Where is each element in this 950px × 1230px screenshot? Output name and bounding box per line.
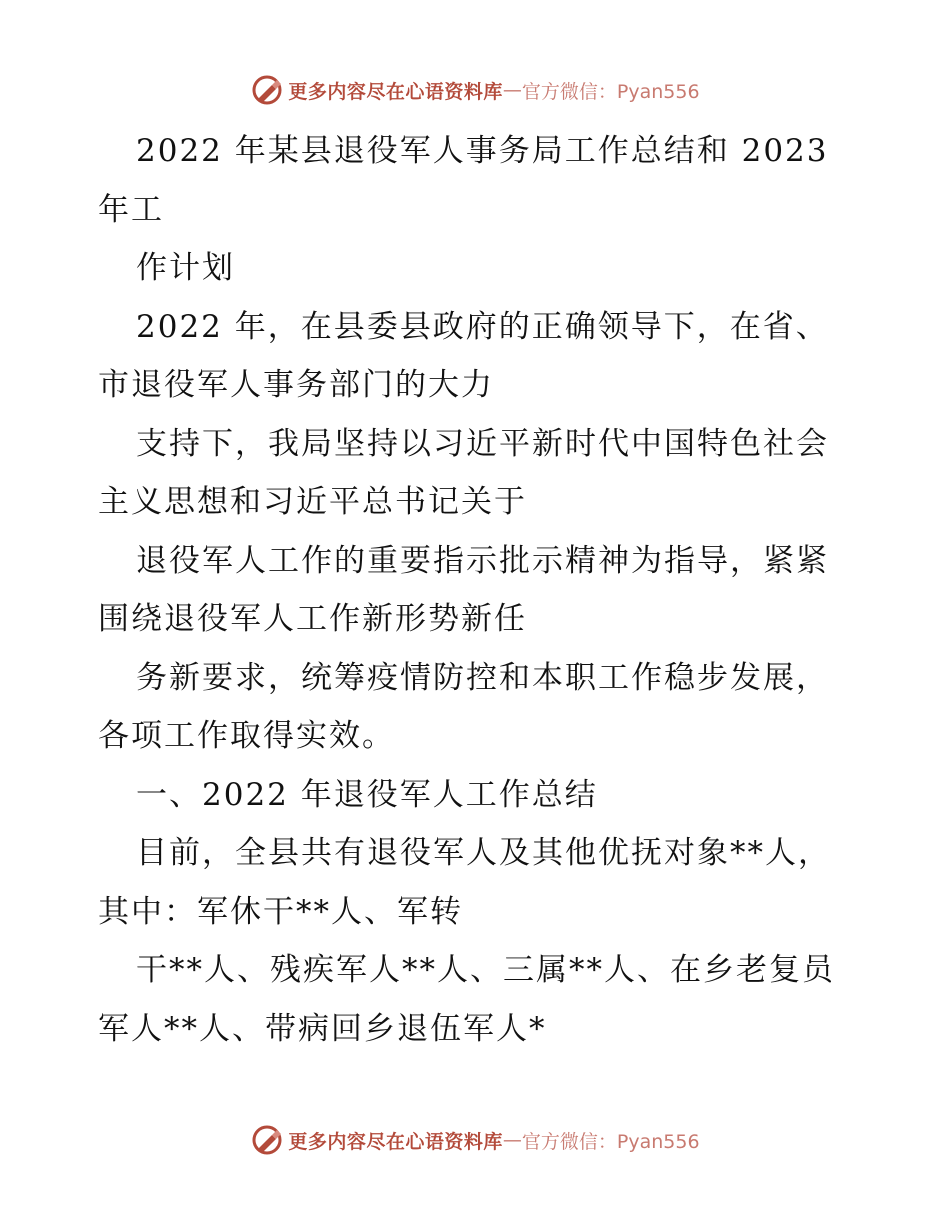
- text-line: 退役军人工作的重要指示批示精神为指导，紧紧: [136, 542, 829, 579]
- pen-logo-icon: [250, 73, 284, 107]
- text-line: 军人**人、带病回乡退伍军人*: [98, 1010, 547, 1047]
- watermark-separator: —: [502, 79, 522, 101]
- watermark-wechat: 官方微信：Pyan556: [521, 80, 700, 103]
- footer-watermark: [0, 1120, 950, 1160]
- watermark-wechat: 官方微信：Pyan556: [521, 1130, 700, 1153]
- text-line: 目前，全县共有退役军人及其他优抚对象**人，: [136, 835, 831, 871]
- document-body: [98, 122, 858, 1058]
- text-line: 作计划: [136, 250, 235, 286]
- text-line: 年工: [98, 191, 164, 228]
- watermark-text: 更多内容尽在心语资料库: [288, 1130, 503, 1153]
- text-line: 其中：军休干**人、军转: [98, 893, 463, 930]
- text-line: 各项工作取得实效。: [98, 718, 395, 754]
- text-line: 干**人、残疾军人**人、三属**人、在乡老复员: [136, 952, 835, 988]
- text-line: 2022 年某县退役军人事务局工作总结和 2023: [136, 133, 829, 169]
- text-line: 市退役军人事务部门的大力: [98, 367, 494, 403]
- header-watermark: [0, 70, 950, 110]
- text-line: 支持下，我局坚持以习近平新时代中国特色社会: [136, 425, 829, 462]
- watermark-separator: —: [502, 1129, 522, 1151]
- text-line: 2022 年，在县委县政府的正确领导下，在省、: [136, 308, 829, 345]
- text-line: 围绕退役军人工作新形势新任: [98, 601, 527, 637]
- watermark-text: 更多内容尽在心语资料库: [288, 80, 503, 103]
- text-line: 务新要求，统筹疫情防控和本职工作稳步发展，: [136, 659, 829, 696]
- text-line: 主义思想和习近平总书记关于: [98, 484, 527, 520]
- text-line: 一、2022 年退役军人工作总结: [136, 776, 598, 813]
- pen-logo-icon: [250, 1123, 284, 1157]
